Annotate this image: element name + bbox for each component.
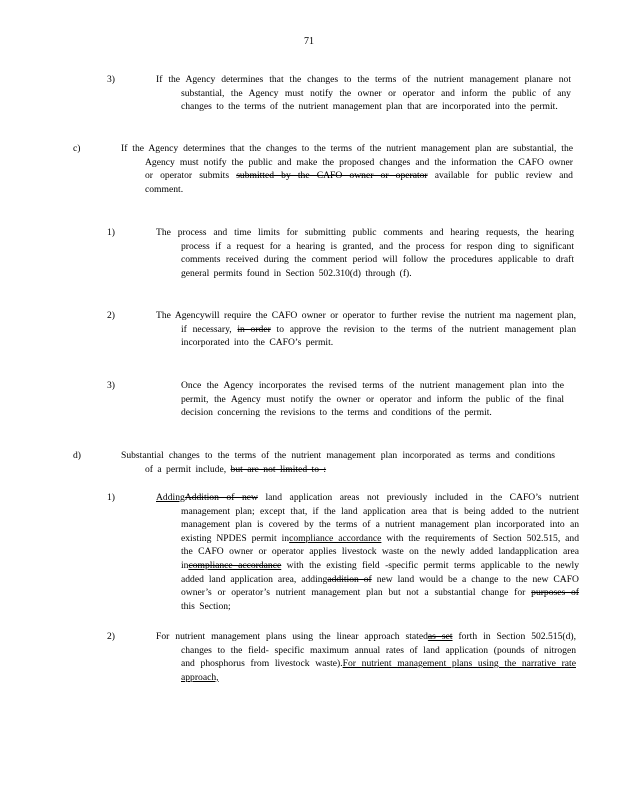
page-number: 71 (304, 36, 314, 47)
paragraph-text: are not substantial, the Agency (181, 74, 571, 99)
paragraph-c1: 1) The process and time limits for submitting public comments and hearing requests, the hearing process if a request for a hearing is granted, and the process for respon ding to significant comments received during the comment period will follow the procedures applicable to draft general permits found in Section 502.310(d) through (f). (107, 227, 574, 279)
paragraph-text: The process and time limits for submitting public comments and hearing requests, the hearing process if a request for a hearing is granted, and the process for respon ding to significant comments received during the comment period will follow the procedures applicable to draft general permits found in Section 502.310(d) through (f). (156, 227, 574, 279)
paragraph-b3: 3) If the Agency determines that the changes to the terms of the nutrient management planare not substantial, the Agency must notify the owner or operator and inform the public of any changes to the terms of the nutrient management plan that are incorporated into the permit. (107, 74, 571, 113)
inserted-text: Adding (156, 492, 185, 503)
deleted-text: but are not limited to : (230, 463, 327, 475)
paragraph-c3: 3) Once the Agency incorporates the revised terms of the nutrient management plan into the permit, the Agency must notify the owner or operator and inform the public of the final decision concerning the revisions to the terms and conditions of the permit. (107, 380, 564, 419)
paragraph-text: If the Agency determines that the changes to the terms of the nutrient management plan (156, 74, 542, 85)
paragraph-c2: 2) The Agencywill require the CAFO owner or operator to further revise the nutrient ma nagement plan, if necessary, in order to approve the revision to the terms of the nutrient management plan incorporated into the CAFO’s permit. (107, 310, 577, 349)
paragraph-text: If the Agency determines that the changes to the terms of the nutrient management plan (121, 143, 492, 154)
paragraph-text: Once the Agency incorporates the revised terms of the nutrient management plan into the permit, the Agency must notify the owner or operator and inform the public of the final decision concerning the revisions to the terms and conditions of the permit. (181, 380, 564, 419)
paragraph-text: application area in (181, 546, 579, 571)
paragraph-text: this Section; (181, 600, 231, 612)
paragraph-text: to approve the revision to the terms of the nutrient management plan incorporated into the CAFO’s permit. (181, 323, 577, 349)
deleted-text: purposes of (531, 587, 580, 599)
paragraph-text: For nutrient management plans using the linear approach stated (156, 631, 428, 642)
paragraph-c: c) If the Agency determines that the changes to the terms of the nutrient management plan are substantial, the Agency must notify the public and make the proposed changes and the information the CAFO owner or operator submits submitted by the CAFO owner or operator available for public review and comment. (73, 143, 573, 195)
paragraph-text: The Agency (156, 310, 205, 321)
paragraph-text: will require the CAFO owner or operator to further revise the nutrient ma nagement plan, if necessary, (181, 310, 576, 335)
paragraph-d1: 1) AddingAddition of new land application areas not previously included in the CAFO’s nutrient management plan; except that, if the land application area that is being added to the nutrient management plan is covered by the terms of a nutrient management plan incorporated into an existing NPDES permit incompliance accordance with the requirements of Section 502.515, and the CAFO owner or operator applies livestock waste on the newly added landapplication area incompliance accordance with the existing field -specific permit terms applicable to the newly added land application area, addingaddition of new land would be a change to the new CAFO owner’s or operator’s nutrient management plan but not a substantial change for purposes of this Section; (107, 492, 580, 612)
inserted-text: compliance accordance (289, 532, 382, 544)
paragraph-d2: 2) For nutrient management plans using the linear approach statedas set forth in Section 502.515(d), changes to the field- specific maximum annual rates of land application (pounds of nitrogen and phosphorus from livestock waste).For nutrient management plans using the narrative rate approach, (107, 631, 576, 683)
deleted-text: Addition of new (184, 492, 258, 503)
paragraph-text: new land would be a change to the new CAFO owner’s or operator’s nutrient management plan but not a substantial change for (181, 573, 579, 599)
deleted-text: submitted by the CAFO owner or operator (236, 170, 428, 182)
inserted-text: For nutrient management plans using the narrative rate approach, (181, 658, 576, 683)
paragraph-text: forth in Section 502.515(d), changes to the field- specific maximum annual rates of land application (pounds of nitrogen and phosphorus from livestock waste). (181, 631, 576, 670)
paragraph-text: with the existing field -specific permit terms applicable to the newly added land application area, adding (181, 559, 580, 585)
paragraph-text: land application areas not previously included in the CAFO’s nutrient management plan; except that, if the land application area that is being added to the nutrient management plan is covered by the terms of a nutrient management plan incorporated into an existing NPDES permit in (181, 492, 579, 544)
deleted-text: in order (237, 323, 271, 335)
paragraph-d: d) Substantial changes to the terms of the nutrient management plan incorporated as terms and conditions of a permit include, but are not limited to : (73, 450, 555, 475)
paragraph-text: Substantial changes to the terms of the nutrient management plan incorporated as terms and conditions of a permit include, (121, 450, 555, 475)
deleted-text: addition of (327, 573, 372, 585)
paragraph-text: are substantial, the Agency must notify the public and make the proposed changes and the information the CAFO owner or operator submits (145, 143, 573, 182)
revised-text: compliance accordance (188, 559, 282, 571)
paragraph-text: with the requirements of Section 502.515, and the CAFO owner or operator applies livestock waste on the newly added land (181, 532, 580, 558)
paragraph-text: available for public review and comment. (145, 170, 573, 195)
revised-text: as set (427, 631, 453, 642)
paragraph-text: must notify the owner or operator and inform the public of any changes to the terms of the nutrient management plan that are incorporated into the permit. (181, 87, 571, 113)
